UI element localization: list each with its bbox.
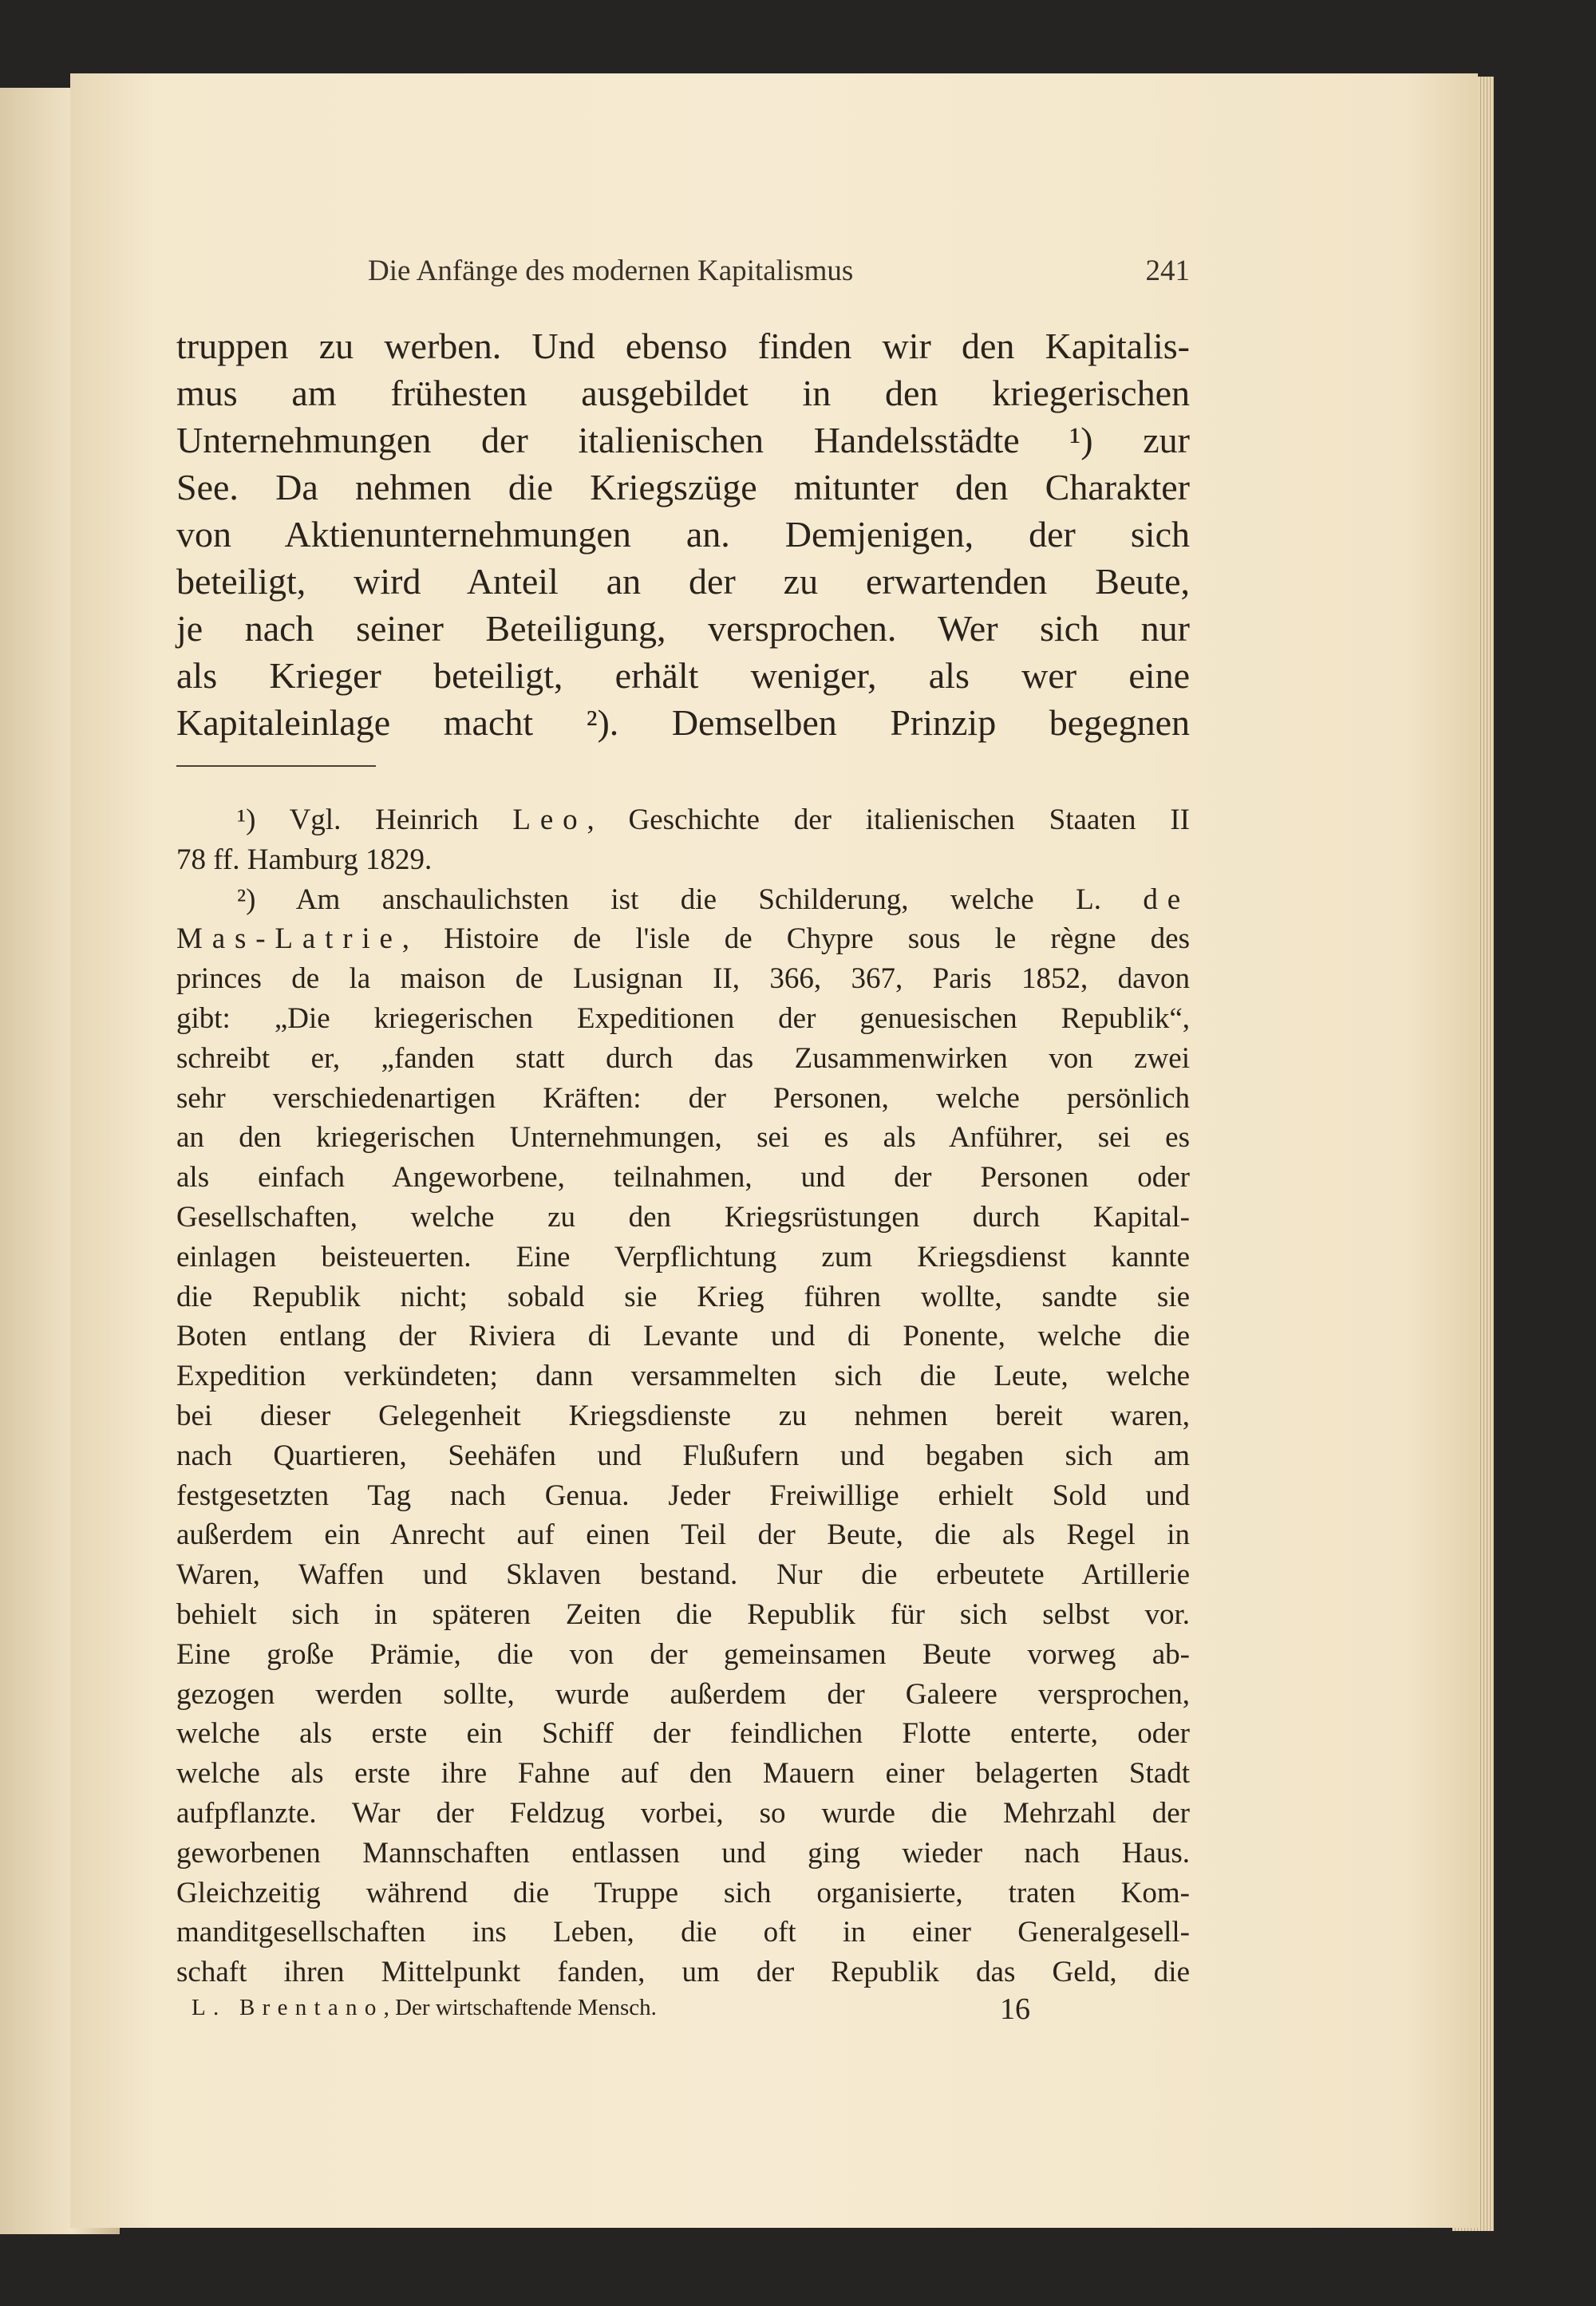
- footnote-text: manditgesellschaften ins Leben, die oft in einer Generalgesell-: [176, 1916, 1190, 1949]
- footnote-line: [176, 1675, 1190, 1715]
- footnote-text: bei dieser Gelegenheit Kriegsdienste zu nehmen bereit waren,: [176, 1399, 1190, 1432]
- body-line: von Aktienunternehmungen an. Demjenigen, der sich: [176, 514, 1190, 555]
- body-line: als Krieger beteiligt, erhält weniger, als wer eine: [176, 655, 1190, 696]
- footnote-text: an den kriegerischen Unternehmungen, sei es als Anführer, sei es: [176, 1121, 1190, 1155]
- spaced-name: de: [1143, 883, 1190, 916]
- footnote-text: schaft ihren Mittelpunkt fanden, um der Republik das Geld, die: [176, 1956, 1190, 1989]
- footnote-line: [176, 1913, 1190, 1953]
- footnote-text: als einfach Angeworbene, teilnahmen, und der Personen oder: [176, 1161, 1190, 1194]
- footnote-line: [176, 1118, 1190, 1158]
- footnote-line: [176, 1277, 1190, 1317]
- footnote-line: [176, 1317, 1190, 1356]
- body-line: Kapitaleinlage macht ²). Demselben Prinzip begegnen: [176, 702, 1190, 743]
- sheet-number: 16: [1000, 1992, 1030, 2026]
- footnote-line: [176, 1595, 1190, 1635]
- footnote-line: [176, 1079, 1190, 1119]
- signature-author: L. Brentano: [192, 1995, 384, 2020]
- body-line: beteiligt, wird Anteil an der zu erwartenden Beute,: [176, 561, 1190, 602]
- page-number: 241: [1145, 255, 1190, 287]
- footnote-text: sehr verschiedenartigen Kräften: der Personen, welche persönlich: [176, 1081, 1190, 1115]
- footnote-text: Gleichzeitig während die Truppe sich organisierte, traten Kom-: [176, 1876, 1190, 1909]
- footnote-line: [176, 999, 1190, 1039]
- footnote-text: Gesellschaften, welche zu den Kriegsrüstungen durch Kapital-: [176, 1200, 1190, 1234]
- footnote-line: [176, 1158, 1190, 1198]
- footnote-line: [176, 1238, 1190, 1277]
- footnote-text: ²) Am anschaulichsten ist die Schilderung, welche L.: [237, 883, 1144, 916]
- body-line: mus am frühesten ausgebildet in den kriegerischen: [176, 373, 1190, 413]
- footnote-line: [176, 1515, 1190, 1555]
- footnote-text: Expedition verkündeten; dann versammelten sich die Leute, welche: [176, 1360, 1190, 1393]
- footnote-text: gezogen werden sollte, wurde außerdem der Galeere versprochen,: [176, 1677, 1190, 1711]
- footnote-line: [176, 840, 1190, 880]
- signature-mark: [192, 1995, 657, 2021]
- footnote-text: welche als erste ihre Fahne auf den Mauern einer belagerten Stadt: [176, 1757, 1190, 1791]
- footnote-text: einlagen beisteuerten. Eine Verpflichtung zum Kriegsdienst kannte: [176, 1240, 1190, 1273]
- footnote-line: [176, 1198, 1190, 1238]
- footnote-line: [176, 880, 1190, 920]
- signature-line: [192, 1992, 1029, 2027]
- footnote-text: , Histoire de l'isle de Chypre sous le règne des: [401, 922, 1190, 956]
- footnote-line: [176, 1476, 1190, 1516]
- footnote-line: [176, 1039, 1190, 1079]
- footnote-line: [176, 959, 1190, 999]
- footnote-line: [176, 1874, 1190, 1913]
- body-line: Unternehmungen der italienischen Handelsstädte ¹) zur: [176, 420, 1190, 460]
- body-line: See. Da nehmen die Kriegszüge mitunter den Charakter: [176, 467, 1190, 507]
- footnote-line: [176, 1356, 1190, 1396]
- footnote-separator: [176, 765, 376, 767]
- footnote-text: 78 ff. Hamburg 1829.: [176, 843, 433, 876]
- footnote-text: Waren, Waffen und Sklaven bestand. Nur die erbeutete Artillerie: [176, 1558, 1190, 1592]
- signature-title: , Der wirtschaftende Mensch.: [383, 1995, 657, 2020]
- footnote-text: , Geschichte der italienischen Staaten II: [587, 804, 1190, 836]
- footnote-text: schreibt er, „fanden statt durch das Zusammenwirken von zwei: [176, 1041, 1190, 1075]
- footnote-line: [176, 1436, 1190, 1476]
- footnote-text: Eine große Prämie, die von der gemeinsamen Beute vorweg ab-: [176, 1637, 1190, 1671]
- footnote-line: [176, 1754, 1190, 1794]
- footnote-text: geworbenen Mannschaften entlassen und ging wieder nach Haus.: [176, 1836, 1190, 1870]
- spaced-name: Mas-Latrie: [176, 922, 402, 956]
- running-title: Die Anfänge des modernen Kapitalismus: [368, 255, 854, 287]
- footnote-text: behielt sich in späteren Zeiten die Republik für sich selbst vor.: [176, 1597, 1190, 1631]
- footnote-text: aufpflanzte. War der Feldzug vorbei, so wurde die Mehrzahl der: [176, 1796, 1190, 1830]
- footnote-text: welche als erste ein Schiff der feindlichen Flotte enterte, oder: [176, 1717, 1190, 1751]
- body-text: [176, 322, 1190, 746]
- footnote-text: ¹) Vgl. Heinrich: [237, 804, 513, 836]
- running-header: [368, 254, 1190, 294]
- spaced-name: Leo: [512, 804, 587, 836]
- body-line: truppen zu werben. Und ebenso finden wir den Kapitalis-: [176, 326, 1190, 366]
- footnote-line: [176, 1714, 1190, 1754]
- footnote-line: [176, 1635, 1190, 1675]
- footnote-text: princes de la maison de Lusignan II, 366, 367, Paris 1852, davon: [176, 962, 1190, 996]
- footnote-line: [176, 1396, 1190, 1436]
- footnote-text: festgesetzten Tag nach Genua. Jeder Freiwillige erhielt Sold und: [176, 1479, 1190, 1512]
- footnote-line: [176, 1834, 1190, 1874]
- footnote-line: [176, 1555, 1190, 1595]
- footnote-text: gibt: „Die kriegerischen Expeditionen der genuesischen Republik“,: [176, 1001, 1190, 1035]
- footnote-text: außerdem ein Anrecht auf einen Teil der Beute, die als Regel in: [176, 1518, 1190, 1552]
- footnote-line: [176, 1794, 1190, 1834]
- body-line: je nach seiner Beteiligung, versprochen. Wer sich nur: [176, 608, 1190, 649]
- footnotes: [176, 800, 1190, 1992]
- footnote-line: [176, 919, 1190, 959]
- footnote-line: [176, 1953, 1190, 1992]
- footnote-line: [176, 800, 1190, 840]
- footnote-text: nach Quartieren, Seehäfen und Flußufern und begaben sich am: [176, 1439, 1190, 1472]
- footnote-text: Boten entlang der Riviera di Levante und di Ponente, welche die: [176, 1320, 1190, 1353]
- footnote-text: die Republik nicht; sobald sie Krieg führen wollte, sandte sie: [176, 1280, 1190, 1313]
